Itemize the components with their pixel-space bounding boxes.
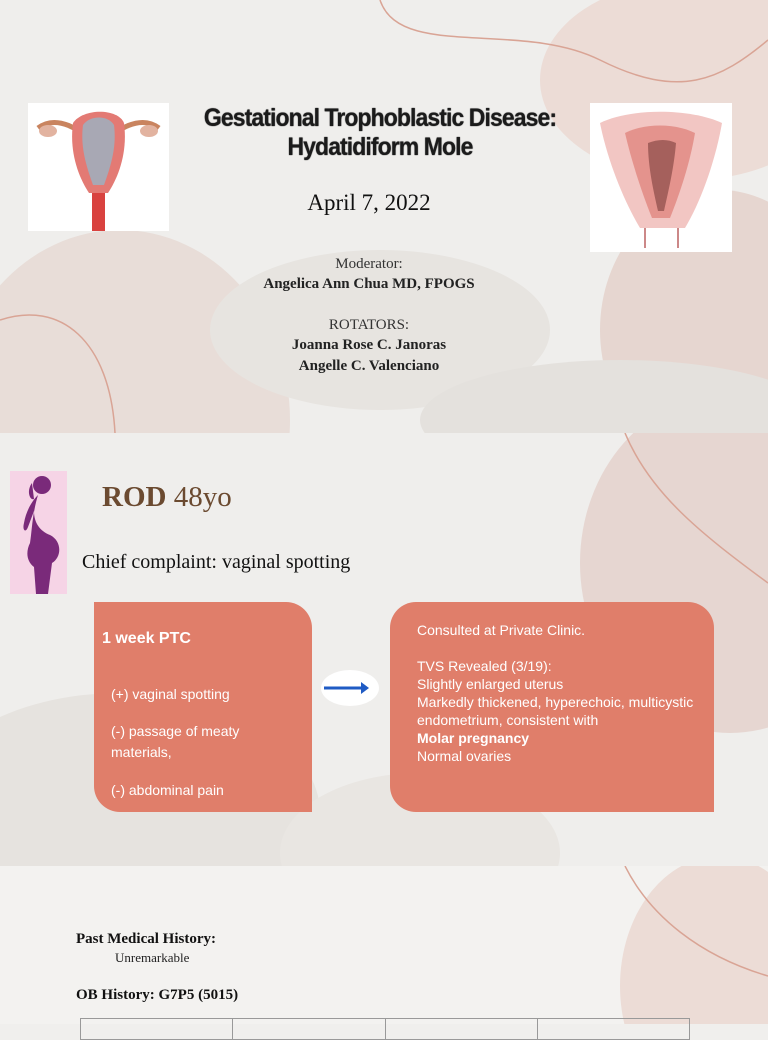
patient-initials: ROD <box>102 481 167 513</box>
table-cell <box>386 1019 538 1039</box>
page-title <box>187 104 573 162</box>
title-line-2: Hydatidiform Mole <box>287 133 473 161</box>
findings-line: Normal ovaries <box>417 748 512 764</box>
findings-line: TVS Revealed (3/19): <box>417 658 552 674</box>
history-item: (-) passage of meaty materials, <box>111 723 240 760</box>
presentation-date: April 7, 2022 <box>307 190 431 215</box>
findings-line: Slightly enlarged uterus <box>417 676 564 692</box>
table-cell <box>233 1019 385 1039</box>
moderator-name: Angelica Ann Chua MD, FPOGS <box>263 276 475 292</box>
arrow-connector <box>321 670 379 706</box>
uterus-cross-section-illustration <box>590 103 732 252</box>
table-cell <box>81 1019 233 1039</box>
findings-card <box>390 602 714 812</box>
rotators-label: ROTATORS: <box>328 317 410 333</box>
history-card-heading: 1 week PTC <box>102 630 191 647</box>
title-line-1: Gestational Trophoblastic Disease: <box>203 104 557 132</box>
rotator-name: Joanna Rose C. Janoras <box>291 337 447 353</box>
patient-header <box>102 481 232 514</box>
ob-history-table <box>80 1018 690 1040</box>
rotator-name: Angelle C. Valenciano <box>298 358 440 374</box>
history-card <box>94 602 312 812</box>
findings-line: Consulted at Private Clinic. <box>417 622 586 638</box>
history-item: (+) vaginal spotting <box>111 686 230 702</box>
history-item: (-) abdominal pain <box>111 782 224 798</box>
right-arrow-icon <box>321 670 379 706</box>
table-cell <box>538 1019 689 1039</box>
findings-highlight: Molar pregnancy <box>417 730 530 746</box>
ob-history-label: OB History: G7P5 (5015) <box>76 987 239 1003</box>
findings-text <box>417 621 707 765</box>
findings-line: Markedly thickened, hyperechoic, multicystic endometrium, consistent with <box>417 694 694 728</box>
patient-age: 48yo <box>173 481 232 513</box>
uterus-mole-illustration <box>28 103 169 231</box>
title-slide <box>0 0 768 433</box>
past-medical-history-label: Past Medical History: <box>76 931 216 947</box>
moderator-label: Moderator: <box>335 256 403 272</box>
past-medical-history-value: Unremarkable <box>115 950 190 965</box>
pregnant-woman-silhouette <box>10 471 67 594</box>
chief-complaint: Chief complaint: vaginal spotting <box>82 551 351 573</box>
